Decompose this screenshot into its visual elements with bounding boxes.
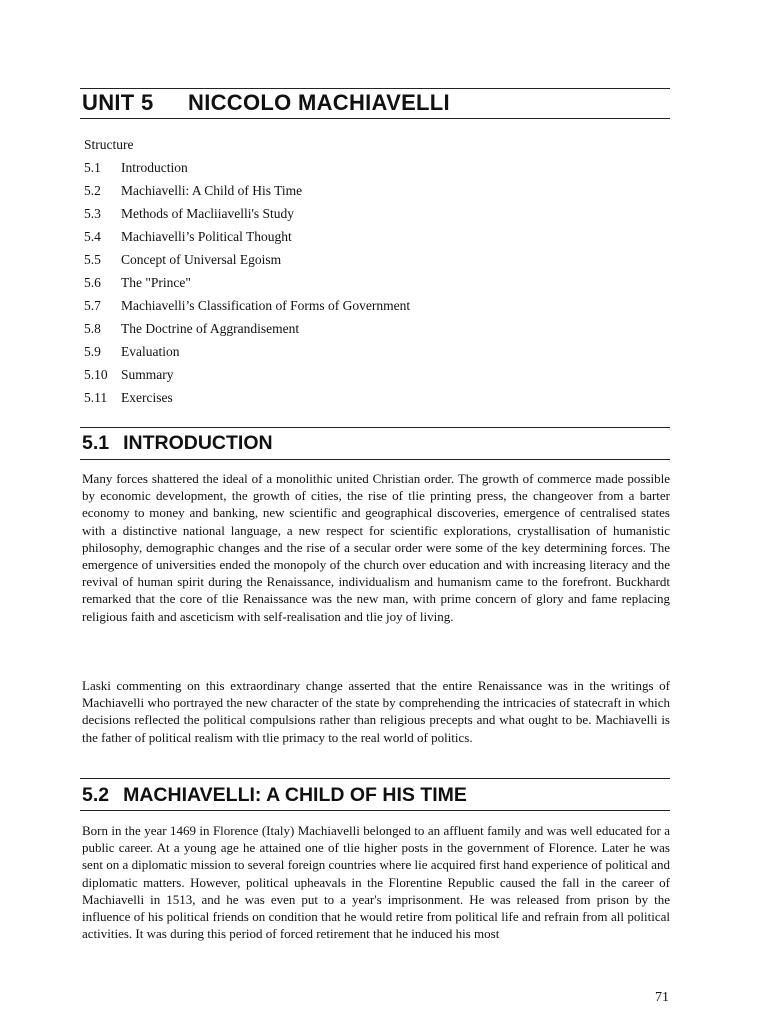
section-underline: [80, 810, 670, 811]
section-title: MACHIAVELLI: A CHILD OF HIS TIME: [123, 784, 467, 806]
toc-item-number: 5.7: [84, 298, 101, 313]
toc-item-number: 5.4: [84, 229, 101, 244]
toc-item-label: Exercises: [121, 390, 173, 405]
paragraph: Laski commenting on this extraordinary change asserted that the entire Renaissance was in the writings of Machiavelli who portrayed the new character of the state by comprehending the intricacies of statecraft in which decisions reflected the political compulsions rather than religious precepts and what ought to be. Machiavelli is the father of political realism with tlie primacy to the real world of politics.: [82, 678, 670, 745]
toc-item-label: Machiavelli’s Political Thought: [121, 229, 292, 244]
toc-item: [84, 229, 644, 252]
unit-number: UNIT 5: [82, 90, 154, 115]
toc-item-label: The Doctrine of Aggrandisement: [121, 321, 300, 336]
section-number: 5.2: [82, 784, 110, 806]
toc-item-number: 5.8: [84, 321, 101, 336]
toc-item-number: 5.5: [84, 252, 101, 267]
page-number: 71: [655, 990, 669, 1005]
toc-item-label: The "Prince": [121, 275, 191, 290]
section-heading: [82, 432, 273, 455]
toc-item-number: 5.2: [84, 183, 101, 198]
unit-title-rule: [80, 118, 670, 119]
toc-item: [84, 206, 644, 229]
section-rule: [80, 778, 670, 779]
toc-item: [84, 275, 644, 298]
toc-item-label: Methods of Macliiavelli's Study: [121, 206, 295, 221]
toc-item-label: Introduction: [121, 160, 188, 175]
toc-item: [84, 183, 644, 206]
toc-item-label: Concept of Universal Egoism: [121, 252, 282, 267]
table-of-contents: [84, 160, 644, 413]
toc-item-number: 5.6: [84, 275, 101, 290]
unit-title: [82, 90, 450, 116]
structure-label: Structure: [84, 137, 134, 152]
toc-item: [84, 344, 644, 367]
paragraph: Born in the year 1469 in Florence (Italy) Machiavelli belonged to an affluent family and was well educated for a public career. At a young age he attained one of tlie higher posts in the government of Florence. Later he was sent on a diplomatic mission to several foreign countries where lie acquired first hand experience of political and diplomatic matters. However, political upheavals in the Florentine Republic caused the fall in the career of Machiavelli in 1513, and he was even put to a year's imprisonment. He was released from prison by the influence of his political friends on condition that he would retire from political life and refrain from all political activities. It was during this period of forced retirement that he induced his most: [82, 823, 670, 942]
toc-item-number: 5.9: [84, 344, 101, 359]
toc-item-label: Evaluation: [121, 344, 180, 359]
toc-item: [84, 160, 644, 183]
toc-item: [84, 321, 644, 344]
section-rule: [80, 427, 670, 428]
toc-item-label: Machiavelli’s Classification of Forms of Government: [121, 298, 411, 313]
section-heading: [82, 784, 467, 807]
toc-item: [84, 298, 644, 321]
toc-item: [84, 367, 644, 390]
toc-item: [84, 390, 644, 413]
unit-name: NICCOLO MACHIAVELLI: [188, 90, 450, 115]
section-underline: [80, 459, 670, 460]
toc-item-number: 5.11: [84, 390, 108, 405]
toc-item-label: Machiavelli: A Child of His Time: [121, 183, 303, 198]
toc-item-number: 5.1: [84, 160, 101, 175]
toc-item-label: Summary: [121, 367, 174, 382]
section-title: INTRODUCTION: [123, 432, 273, 454]
toc-item-number: 5.10: [84, 367, 108, 382]
section-number: 5.1: [82, 432, 110, 454]
toc-item-number: 5.3: [84, 206, 101, 221]
paragraph: Many forces shattered the ideal of a monolithic united Christian order. The growth of commerce made possible by economic development, the growth of cities, the rise of tlie printing press, the changeover from a barter economy to money and banking, new scientific and geographical discoveries, emergence of centralised states with a distinctive national language, a new respect for scientific explorations, crystallisation of humanistic philosophy, demographic changes and the rise of a secular order were some of the key determining forces. The emergence of universities ended the monopoly of the church over education and with increasing literacy and the revival of human spirit during the Renaissance, individualism and humanism came to the forefront. Buckhardt remarked that the core of tlie Renaissance was the new man, with prime concern of glory and fame replacing religious faith and asceticism with self-realisation and tlie joy of living.: [82, 471, 670, 624]
top-rule: [80, 88, 670, 89]
toc-item: [84, 252, 644, 275]
